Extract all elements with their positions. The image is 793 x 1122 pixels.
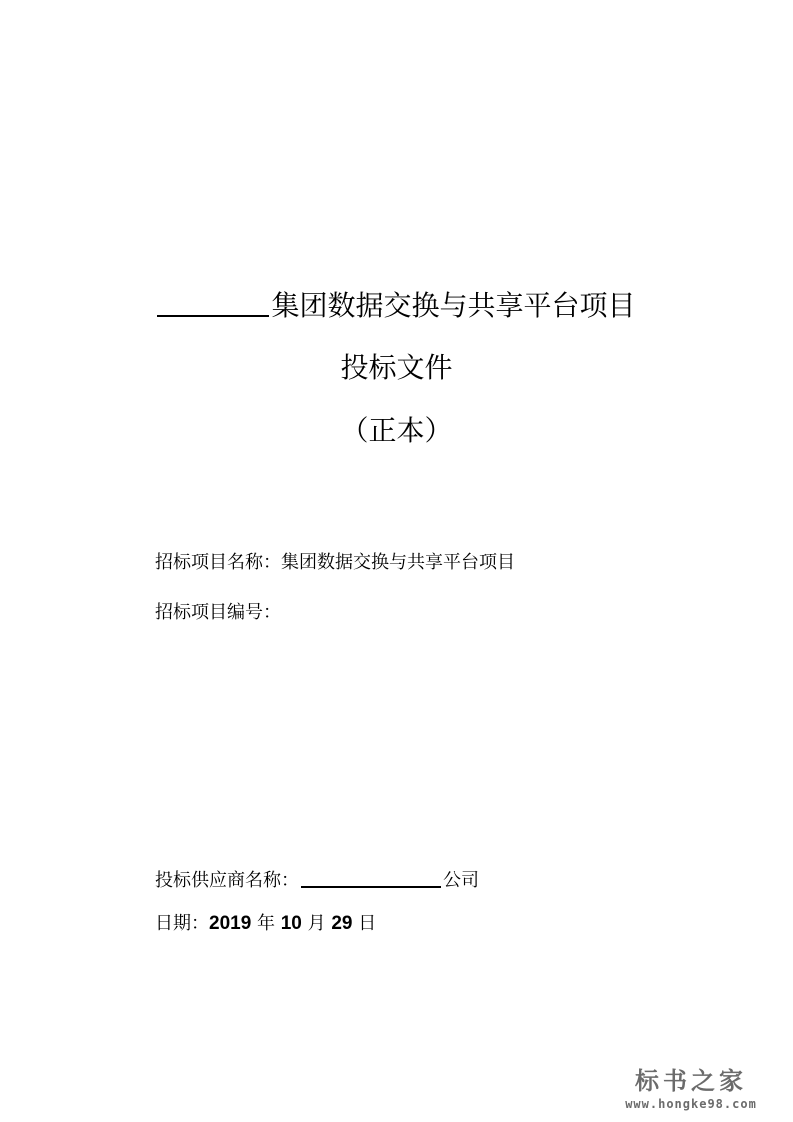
document-title xyxy=(0,283,793,324)
supplier-suffix: 公司 xyxy=(443,870,479,891)
project-number-line xyxy=(155,601,281,625)
date-label: 日期： xyxy=(155,913,209,934)
title-blank-underline xyxy=(157,285,269,317)
watermark-logo: 标书之家 xyxy=(635,1067,747,1095)
edition-heading: （正本） xyxy=(340,414,453,447)
date-month: 10 xyxy=(280,913,302,934)
date-month-unit: 月 xyxy=(301,913,332,934)
supplier-line xyxy=(155,864,479,893)
date-line xyxy=(155,912,376,936)
title-project-name: 集团数据交换与共享平台项目 xyxy=(271,289,636,322)
date-day-unit: 日 xyxy=(352,913,377,934)
watermark-url: www.hongke98.com xyxy=(625,1097,757,1111)
supplier-blank-underline xyxy=(301,866,441,888)
supplier-label: 投标供应商名称： xyxy=(155,870,299,891)
date-year: 2019 xyxy=(209,913,252,934)
project-name-label: 招标项目名称： xyxy=(155,552,281,573)
date-year-unit: 年 xyxy=(251,913,281,934)
watermark xyxy=(611,1066,771,1112)
project-name-value: 集团数据交换与共享平台项目 xyxy=(281,552,515,573)
document-type-heading: 投标文件 xyxy=(340,351,453,384)
project-number-label: 招标项目编号： xyxy=(155,602,281,623)
project-name-line xyxy=(155,551,515,575)
date-day: 29 xyxy=(331,913,353,934)
